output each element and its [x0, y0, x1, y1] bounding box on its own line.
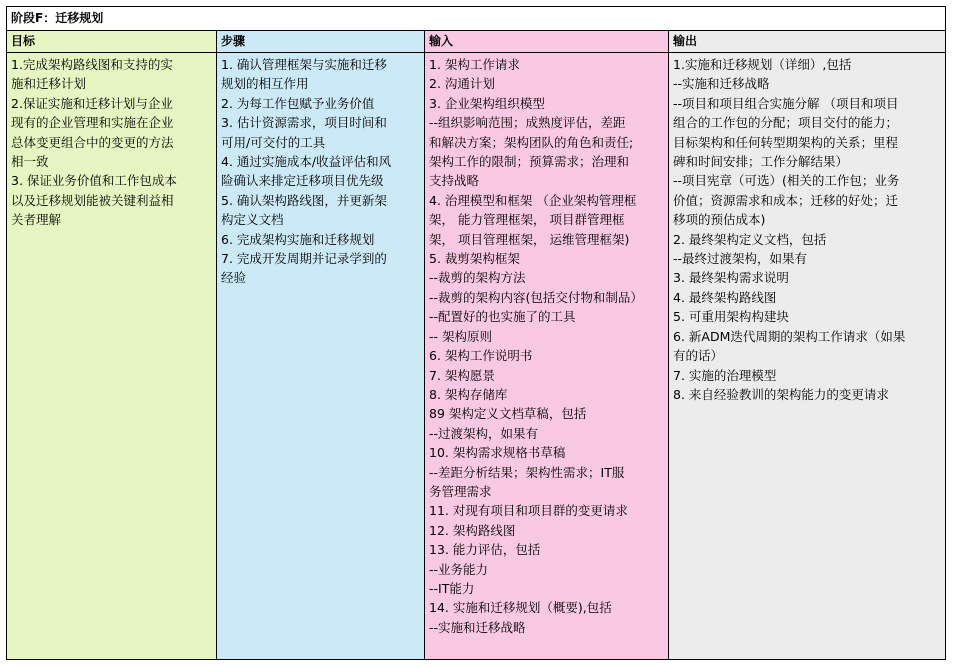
goal-line: 1.完成架构路线图和支持的实 — [11, 57, 173, 72]
input-line: 8. 架构存储库 — [429, 386, 508, 402]
output-column — [669, 53, 945, 659]
input-column — [425, 53, 669, 659]
output-line: 7. 实施的治理模型 — [673, 367, 777, 383]
goal-line: 相一致 — [11, 154, 49, 170]
step-line: 2. 为每工作包赋予业务价值 — [221, 95, 375, 111]
steps-column — [217, 53, 425, 659]
output-line: 有的话） — [673, 348, 724, 364]
header-goal: 目标 — [7, 31, 217, 52]
input-line: 13. 能力评估，包括 — [429, 542, 541, 558]
input-line: 14. 实施和迁移规划（概要),包括 — [429, 600, 612, 616]
step-line: 4. 通过实施成本/收益评估和风 — [221, 154, 392, 170]
input-line: --组织影响范围；成熟度评估，差距 — [429, 115, 626, 131]
step-line: 3. 估计资源需求，项目时间和 — [221, 115, 387, 131]
body-row — [7, 53, 945, 659]
output-line: 价值；资源需求和成本；迁移的好处；迁 — [673, 192, 899, 208]
goal-line: 施和迁移计划 — [11, 76, 87, 92]
step-line: 经验 — [221, 270, 247, 286]
step-line: 规划的相互作用 — [221, 76, 309, 92]
goal-column — [7, 53, 217, 659]
header-input: 输入 — [425, 31, 669, 52]
input-line: --裁剪的架构方法 — [429, 270, 526, 286]
input-line: 5. 裁剪架构框架 — [429, 251, 520, 267]
input-line: --业务能力 — [429, 561, 489, 577]
table-title: 阶段F：迁移规划 — [7, 7, 945, 31]
input-line: 支持战略 — [429, 173, 480, 189]
step-line: 构定义文档 — [221, 212, 284, 228]
goal-line: 以及迁移规划能被关键利益相 — [11, 192, 174, 208]
input-line: 10. 架构需求规格书草稿 — [429, 445, 566, 461]
input-line: 11. 对现有项目和项目群的变更请求 — [429, 503, 628, 519]
header-output: 输出 — [669, 31, 945, 52]
output-line: --实施和迁移战略 — [673, 76, 770, 92]
output-line: 1.实施和迁移规划（详细）,包括 — [673, 57, 852, 72]
input-line: 2. 沟通计划 — [429, 76, 495, 92]
input-line: 3. 企业架构组织模型 — [429, 95, 545, 111]
input-line: 架， 能力管理框架， 项目群管理框 — [429, 212, 625, 228]
output-line: --项目和项目组合实施分解 （项目和项目 — [673, 95, 899, 111]
step-line: 7. 完成开发周期并记录学到的 — [221, 251, 387, 267]
input-line: --实施和迁移战略 — [429, 619, 526, 635]
output-line: 3. 最终架构需求说明 — [673, 270, 789, 286]
phase-table — [6, 6, 946, 660]
input-line: --裁剪的架构内容(包括交付物和制品） — [429, 289, 643, 305]
goal-line: 2.保证实施和迁移计划与企业 — [11, 95, 173, 111]
input-line: 架， 项目管理框架， 运维管理框架) — [429, 231, 630, 247]
output-line: 5. 可重用架构构建块 — [673, 309, 789, 325]
goal-line: 总体变更组合中的变更的方法 — [11, 134, 174, 150]
input-line: 1. 架构工作请求 — [429, 57, 520, 72]
step-line: 险确认来排定迁移项目优先级 — [221, 173, 384, 189]
output-line: 目标架构和任何转型期架构的关系；里程 — [673, 134, 899, 150]
input-line: --IT能力 — [429, 580, 475, 596]
input-line: 4. 治理模型和框架 （企业架构管理框 — [429, 192, 637, 208]
step-line: 6. 完成架构实施和迁移规划 — [221, 231, 375, 247]
input-line: -- 架构原则 — [429, 328, 492, 344]
input-line: 12. 架构路线图 — [429, 522, 516, 538]
output-line: 4. 最终架构路线图 — [673, 289, 777, 305]
output-line: --项目宪章（可选）(相关的工作包；业务 — [673, 173, 900, 189]
output-line: 碑和时间安排；工作分解结果） — [673, 154, 849, 170]
input-line: 6. 架构工作说明书 — [429, 348, 533, 364]
goal-line: 3. 保证业务价值和工作包成本 — [11, 173, 177, 189]
input-line: 89 架构定义文档草稿，包括 — [429, 406, 587, 422]
header-steps: 步骤 — [217, 31, 425, 52]
output-line: 2. 最终架构定义文档，包括 — [673, 231, 827, 247]
input-line: 架构工作的限制；预算需求；治理和 — [429, 154, 630, 170]
step-line: 5. 确认架构路线图，并更新架 — [221, 192, 387, 208]
input-line: --配置好的也实施了的工具 — [429, 309, 576, 325]
input-line: 务管理需求 — [429, 483, 492, 499]
header-row — [7, 31, 945, 53]
step-line: 可用/可交付的工具 — [221, 134, 326, 150]
output-line: 组合的工作包的分配；项目交付的能力； — [673, 115, 899, 131]
input-line: 7. 架构愿景 — [429, 367, 495, 383]
output-line: 移项的预估成本) — [673, 212, 766, 228]
output-line: 6. 新ADM迭代周期的架构工作请求（如果 — [673, 328, 906, 344]
input-line: --差距分析结果；架构性需求；IT服 — [429, 464, 625, 480]
goal-line: 关者理解 — [11, 212, 62, 228]
input-line: 和解决方案；架构团队的角色和责任; — [429, 134, 634, 150]
input-line: --过渡架构，如果有 — [429, 425, 539, 441]
goal-line: 现有的企业管理和实施在企业 — [11, 115, 174, 131]
step-line: 1. 确认管理框架与实施和迁移 — [221, 57, 387, 72]
output-line: 8. 来自经验教训的架构能力的变更请求 — [673, 386, 889, 402]
output-line: --最终过渡架构，如果有 — [673, 251, 808, 267]
